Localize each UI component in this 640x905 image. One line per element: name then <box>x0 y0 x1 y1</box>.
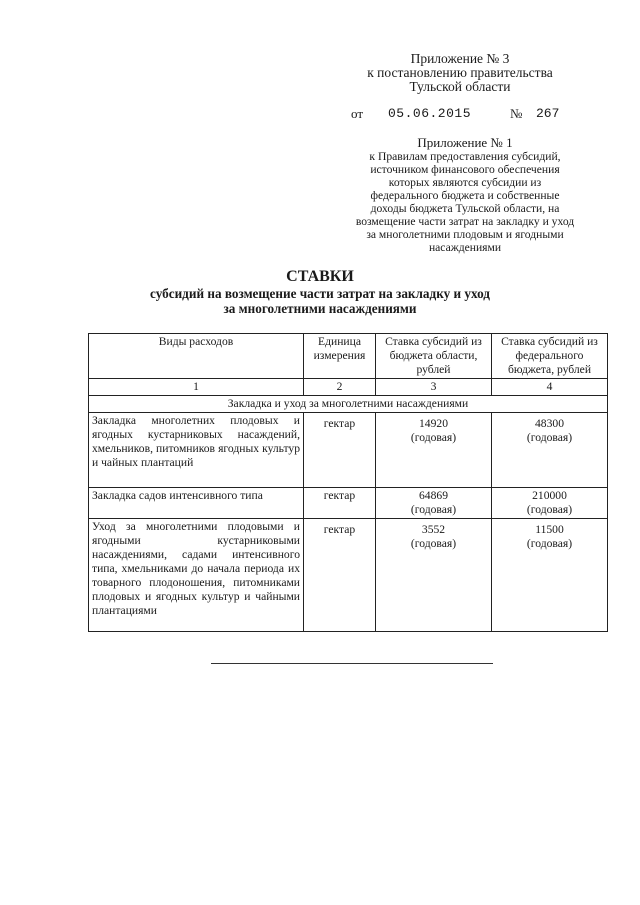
decree-date-row <box>340 106 590 124</box>
appendix-1-line: возмещение части затрат на закладку и уход <box>355 215 575 228</box>
subtitle-line: субсидий на возмещение части затрат на закладку и уход <box>150 286 490 301</box>
regional-rate-note: (годовая) <box>410 537 457 550</box>
header-expense-type: Виды расходов <box>89 334 304 379</box>
footer-divider <box>211 663 493 664</box>
regional-rate-note: (годовая) <box>410 503 457 516</box>
document-subtitle <box>100 287 540 316</box>
column-number: 4 <box>492 379 608 396</box>
number-prefix: № <box>510 106 523 121</box>
header-regional-rate: Ставка субсидий из бюджета области, рублей <box>376 334 492 379</box>
decree-date: 05.06.2015 <box>388 106 472 121</box>
header-federal-rate: Ставка субсидий из федерального бюджета, рублей <box>492 334 608 379</box>
unit-cell: гектар <box>304 488 376 519</box>
table-row <box>89 488 608 519</box>
column-number: 2 <box>304 379 376 396</box>
table-row <box>89 519 608 632</box>
federal-rate-cell <box>492 413 608 488</box>
column-number: 1 <box>89 379 304 396</box>
document-title: СТАВКИ <box>286 268 354 285</box>
federal-rate-note: (годовая) <box>526 431 573 444</box>
appendix-1-line: федерального бюджета и собственные <box>370 189 560 202</box>
expense-name: Закладка садов интенсивного типа <box>89 488 304 519</box>
unit-cell: гектар <box>304 519 376 632</box>
federal-rate-value: 11500 <box>535 523 564 536</box>
federal-rate-note: (годовая) <box>526 537 573 550</box>
appendix-1-line: Приложение № 1 <box>417 135 513 150</box>
subtitle-line: за многолетними насаждениями <box>223 300 417 316</box>
expense-name: Уход за многолетними плодовыми и ягодными кустарниковыми насаждениями, садами интенсивного типа, хмельниками до начала периода их товарного плодоношения, питомниками плодовых и ягодных культур и чайными плантациями <box>89 519 304 632</box>
regional-rate-note: (годовая) <box>410 431 457 444</box>
appendix-1-line: которых являются субсидии из <box>388 176 542 189</box>
date-prefix: от <box>351 106 364 121</box>
column-number: 3 <box>376 379 492 396</box>
appendix-3-block <box>330 52 590 94</box>
regional-rate-cell <box>376 519 492 632</box>
federal-rate-value: 210000 <box>532 489 567 502</box>
federal-rate-cell <box>492 488 608 519</box>
regional-rate-value: 14920 <box>419 417 448 430</box>
appendix-1-line: насаждениями <box>428 241 502 254</box>
appendix-1-line: источником финансового обеспечения <box>370 163 560 176</box>
decree-number: 267 <box>536 106 560 121</box>
section-row <box>89 396 608 413</box>
appendix-1-line: к Правилам предоставления субсидий, <box>369 150 561 163</box>
regional-rate-cell <box>376 488 492 519</box>
regional-rate-value: 3552 <box>421 523 446 536</box>
federal-rate-cell <box>492 519 608 632</box>
appendix-3-line: Приложение № 3 <box>410 51 510 66</box>
appendix-1-block <box>335 136 595 254</box>
appendix-3-line: к постановлению правительства <box>367 65 553 80</box>
section-title: Закладка и уход за многолетними насаждениями <box>89 396 608 413</box>
table-row <box>89 413 608 488</box>
regional-rate-value: 64869 <box>419 489 448 502</box>
column-number-row <box>89 379 608 396</box>
table-header-row <box>89 334 608 379</box>
appendix-1-line: доходы бюджета Тульской области, на <box>370 202 560 215</box>
federal-rate-note: (годовая) <box>526 503 573 516</box>
subsidy-rates-table <box>88 333 608 632</box>
appendix-3-line: Тульской области <box>409 79 511 94</box>
regional-rate-cell <box>376 413 492 488</box>
federal-rate-value: 48300 <box>535 417 564 430</box>
header-unit: Единица измерения <box>304 334 376 379</box>
unit-cell: гектар <box>304 413 376 488</box>
appendix-1-line: за многолетними плодовым и ягодными <box>366 228 564 241</box>
expense-name: Закладка многолетних плодовых и ягодных кустарниковых насаждений, хмельников, питомников ягодных культур и чайных плантаций <box>89 413 304 488</box>
